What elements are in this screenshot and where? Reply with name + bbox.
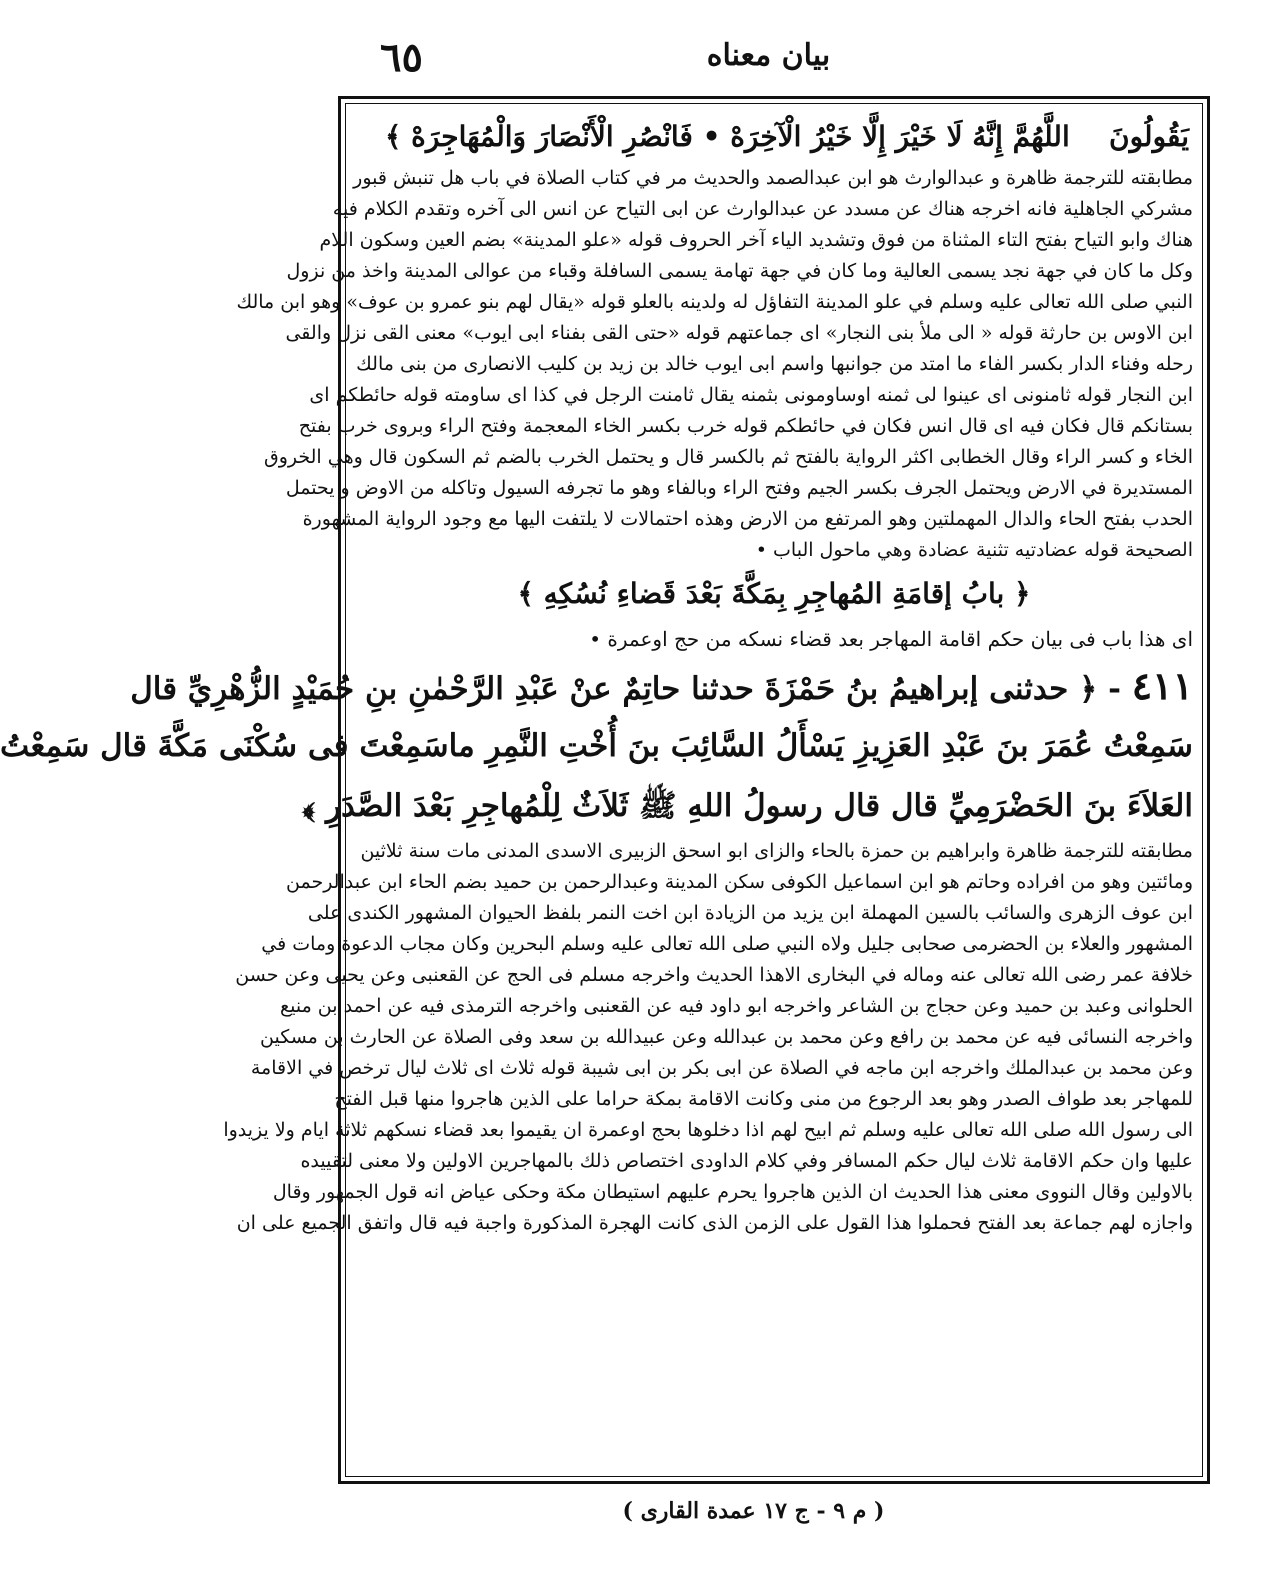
commentary-line: بستانكم قال فكان فيه اى قال انس فكان في حائطكم قوله خرب بكسر الخاء المعجمة وفتح الراء وبروى خرب بفتح xyxy=(298,415,1193,437)
commentary-line: النبي صلى الله تعالى عليه وسلم في علو المدينة التفاؤل له ولدينه بالعلو قوله «يقال لهم بنو عمرو بن عوف» وهو ابن مالك xyxy=(236,291,1193,313)
commentary-line: وكل ما كان في جهة نجد يسمى العالية وما كان في جهة تهامة يسمى السافلة وقباء من عوالى المدينة واخذ من نزول xyxy=(286,260,1193,282)
commentary-line: بالاولين وقال النووى معنى هذا الحديث ان الذين هاجروا يحرم عليهم استيطان مكة وحكى عياض انه قول الجمهور وقال xyxy=(272,1181,1193,1203)
commentary-line: مطابقته للترجمة ظاهرة وابراهيم بن حمزة بالحاء والزاى ابو اسحق الزبيرى الاسدى المدنى مات سنة ثلاثين xyxy=(360,840,1193,862)
hadith-line: ٤١١ - ﴿ حدثنى إبراهيمُ بنُ حَمْزَةَ حدثنا حاتِمٌ عنْ عَبْدِ الرَّحْمٰنِ بنِ حُمَيْدٍ الزُّهْرِيِّ قال xyxy=(130,663,1193,708)
commentary-line: الحلوانى وعبد بن حميد وعن حجاج بن الشاعر واخرجه ابو داود فيه عن القعنبى واخرجه الترمذى فيه عن احمد بن منيع xyxy=(280,995,1193,1017)
commentary-line: واجازه لهم جماعة بعد الفتح فحملوا هذا القول على الزمن الذى كانت الهجرة المذكورة واجبة فيه قال واتفق الجميع على ان xyxy=(236,1212,1193,1234)
commentary-line: ومائتين وهو من افراده وحاتم هو ابن اسماعيل الكوفى سكن المدينة وعبدالرحمن بن حميد بضم الحاء ابن عبدالرحمن xyxy=(286,871,1193,893)
commentary-line: الى رسول الله صلى الله تعالى عليه وسلم ثم ابيح لهم اذا دخلوها بحج اوعمرة ان يقيموا بعد قضاء نسكهم ثلاثة ايام ولا يزيدوا xyxy=(223,1119,1193,1141)
commentary-line: مشركي الجاهلية فانه اخرجه هناك عن مسدد عن عبدالوارث عن ابى التياح عن انس الى آخره وتقدم الكلام فيه xyxy=(332,198,1193,220)
running-title: بيان معناه xyxy=(706,38,831,73)
commentary-block-2 xyxy=(223,836,1193,1239)
hadith-line: سَمِعْتُ عُمَرَ بنَ عَبْدِ العَزِيزِ يَسْأَلُ السَّائِبَ بنَ أُخْتِ النَّمِرِ ماسَمِعْتَ فى سُكْنَى مَكَّةَ قال سَمِعْتُ xyxy=(0,728,1193,764)
commentary-line: الصحيحة قوله عضادتيه تثنية عضادة وهي ماحول الباب • xyxy=(755,539,1193,561)
commentary-line: ابن الاوس بن حارثة قوله « الى ملأ بنى النجار» اى جماعتهم قوله «حتى القى بفناء ابى ايوب» معنى القى نزل والقى xyxy=(285,322,1193,344)
commentary-line: واخرجه النسائى فيه عن محمد بن رافع وعن محمد بن عبدالله وعن عبيدالله بن سعد وفى الصلاة عن الحارث بن مسكين xyxy=(260,1026,1193,1048)
verse-right: يَقُولُونَ xyxy=(1109,120,1189,153)
commentary-line: عليها وان حكم الاقامة ثلاث ليال حكم المسافر وفي كلام الداودى اختصاص ذلك بالمهاجرين الاولين ولا معنى لتقييده xyxy=(300,1150,1193,1172)
hadith-line: العَلاَءَ بنَ الحَضْرَمِيِّ قال قال رسولُ اللهِ ﷺ ثَلاَثٌ لِلْمُهاجِرِ بَعْدَ الصَّدَرِ ﴾ xyxy=(302,788,1193,824)
page-header xyxy=(350,30,1187,90)
commentary-line: وعن محمد بن عبدالملك واخرجه ابن ماجه في الصلاة عن ابى بكر بن ابى شيبة قوله ثلاث اى ثلاث ليال ترخص في الاقامة xyxy=(250,1057,1193,1079)
commentary-line: هناك وابو التياح بفتح التاء المثناة من فوق وتشديد الياء آخر الحروف قوله «علو المدينة» بضم العين وسكون اللام xyxy=(319,229,1193,251)
verse-line xyxy=(355,111,1193,163)
commentary-line: المشهور والعلاء بن الحضرمى صحابى جليل ولاه النبي صلى الله تعالى عليه وسلم البحرين وكان مجاب الدعوة ومات في xyxy=(261,933,1193,955)
commentary-line: رحله وفناء الدار بكسر الفاء ما امتد من جوانبها واسم ابى ايوب خالد بن زيد بن كليب الانصارى من بنى مالك xyxy=(356,353,1193,375)
chapter-title: ﴿ بابُ إقامَةِ المُهاجِرِ بِمَكَّةَ بَعْدَ قَضاءِ نُسُكِهِ ﴾ xyxy=(517,577,1031,610)
text-frame xyxy=(0,96,1210,1484)
commentary-line: الحدب بفتح الحاء والدال المهملتين وهو المرتفع من الارض وهذه احتمالات لا يلتفت اليها مع وجود الرواية المشهورة xyxy=(302,508,1193,530)
commentary-block-1 xyxy=(236,163,1193,566)
commentary-line: مطابقته للترجمة ظاهرة و عبدالوارث هو ابن عبدالصمد والحديث مر في كتاب الصلاة في باب هل تنبش قبور xyxy=(353,167,1193,189)
hadith-block xyxy=(0,656,1193,836)
page-content xyxy=(0,111,1193,1471)
page-footer xyxy=(240,1498,1267,1524)
page-number: ٦٥ xyxy=(380,34,423,81)
commentary-line: الخاء و كسر الراء وقال الخطابى اكثر الرواية بالفتح ثم بالكسر قال و يحتمل الخرب بالضم ثم السكون قال وهي الخروق xyxy=(263,446,1193,468)
commentary-line: المستديرة في الارض ويحتمل الجرف بكسر الجيم وفتح الراء وبالفاء وهو ما تجرفه السيول وتاكله من الاوض و يحتمل xyxy=(285,477,1193,499)
commentary-line: خلافة عمر رضى الله تعالى عنه وماله في البخارى الاهذا الحديث واخرجه مسلم فى الحج عن القعنبى وعن يحيى وعن حسن xyxy=(235,964,1193,986)
footer-signature: ( م ٩ - ج ١٧ عمدة القارى ) xyxy=(622,1498,885,1524)
commentary-line: ابن النجار قوله ثامنونى اى عينوا لى ثمنه اوساومونى بثمنه يقال ثامنت الرجل في كذا اى ساومته قوله حائطكم اى xyxy=(309,384,1193,406)
verse-left: اللَّهُمَّ إِنَّهُ لَا خَيْرَ إِلَّا خَيْرُ الْآخِرَهْ • فَانْصُرِ الْأَنْصَارَ وَالْمُهَاجِرَهْ ﴾ xyxy=(385,120,1070,153)
commentary-line: ابن عوف الزهرى والسائب بالسين المهملة ابن يزيد من الزيادة ابن اخت النمر بلفظ الحيوان المشهور الكندى على xyxy=(307,902,1193,924)
hadith-text: ﴿ حدثنى إبراهيمُ بنُ حَمْزَةَ حدثنا حاتِمٌ عنْ عَبْدِ الرَّحْمٰنِ بنِ حُمَيْدٍ الزُّهْرِيِّ قال xyxy=(130,671,1098,707)
hadith-number: ٤١١ xyxy=(1131,663,1193,708)
commentary-line: للمهاجر بعد طواف الصدر وهو بعد الرجوع من منى وكانت الاقامة بمكة حراما على الذين هاجروا منها قبل الفتح xyxy=(334,1088,1193,1110)
chapter-note: اى هذا باب فى بيان حكم اقامة المهاجر بعد قضاء نسكه من حج اوعمرة • xyxy=(589,627,1193,651)
